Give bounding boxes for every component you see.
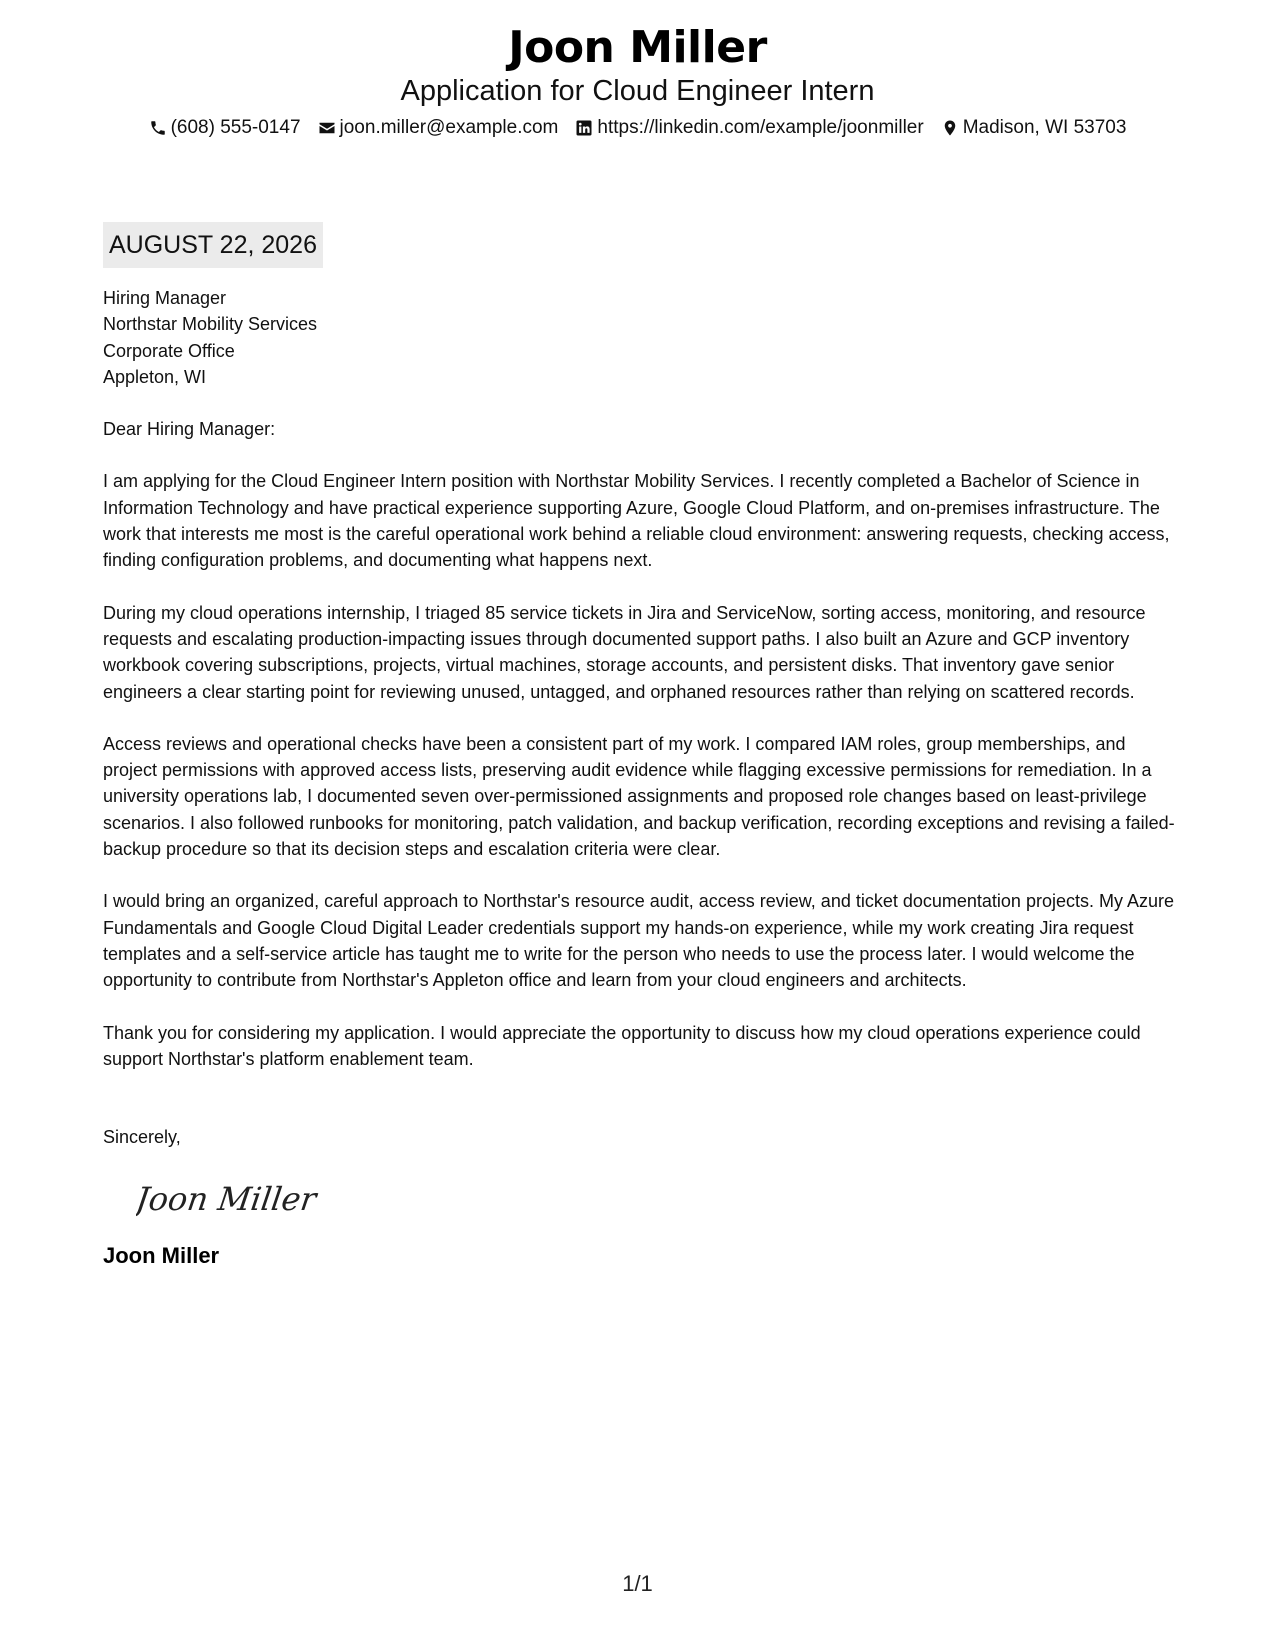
location-text: Madison, WI 53703 (962, 117, 1127, 138)
body-paragraph: Thank you for considering my application. I would appreciate the opportunity to discuss how my cloud operations experience could support Northstar's platform enablement team. (103, 1022, 1141, 1069)
closing: Sincerely, (103, 1127, 181, 1148)
linkedin-icon (575, 119, 593, 137)
applicant-name: Joon Miller (508, 22, 767, 73)
salutation: Dear Hiring Manager: (103, 419, 276, 440)
signature-text: Joon Miller (136, 1180, 319, 1219)
body-paragraph: I am applying for the Cloud Engineer Intern position with Northstar Mobility Services. I recently completed a Bachelor of Science in Information Technology and have practical experience supporting Azure, Google Cloud Platform, and on-premises infrastructure. The work that interests me most is the careful operational work behind a reliable cloud environment: answering requests, checking access, finding configuration problems, and documenting what happens next. (103, 471, 1170, 571)
recipient-block (103, 285, 1178, 390)
body-paragraph: Access reviews and operational checks have been a consistent part of my work. I compared IAM roles, group memberships, and project permissions with approved access lists, preserving audit evidence while flagging excessive permissions for remediation. In a university operations lab, I documented seven over-permissioned assignments and proposed role changes based on least-privilege scenarios. I also followed runbooks for monitoring, patch validation, and backup verification, recording exceptions and revising a failed-backup procedure so that its decision steps and escalation criteria were clear. (103, 733, 1175, 860)
map-pin-icon (941, 119, 959, 137)
letter-header (0, 22, 1275, 140)
linkedin-url[interactable]: https://linkedin.com/example/joonmiller (597, 117, 924, 138)
signed-name: Joon Miller (103, 1242, 220, 1268)
handwritten-signature (136, 1172, 336, 1228)
body-paragraph: I would bring an organized, careful approach to Northstar's resource audit, access review, and ticket documentation projects. My Azure Fundamentals and Google Cloud Digital Leader credentials support my hands-on experience, while my work creating Jira request templates and a self-service article has taught me to write for the person who needs to use the process later. I would welcome the opportunity to contribute from Northstar's Appleton office and learn from your cloud engineers and architects. (103, 891, 1174, 991)
recipient-line: Corporate Office (103, 340, 235, 361)
body-paragraph: During my cloud operations internship, I triaged 85 service tickets in Jira and ServiceNow, sorting access, monitoring, and resource requests and escalating production-impacting issues through documented support paths. I also built an Azure and GCP inventory workbook covering subscriptions, projects, virtual machines, storage accounts, and persistent disks. That inventory gave senior engineers a clear starting point for reviewing unused, untagged, and orphaned resources rather than relying on scattered records. (103, 602, 1146, 702)
email-address[interactable]: joon.miller@example.com (339, 117, 559, 138)
phone-icon (149, 119, 167, 137)
letter-date: AUGUST 22, 2026 (103, 222, 323, 268)
letter-body (103, 222, 1178, 1270)
recipient-line: Northstar Mobility Services (103, 314, 318, 335)
recipient-line: Appleton, WI (103, 366, 207, 387)
contact-phone (149, 116, 301, 140)
contact-bar (0, 116, 1275, 140)
contact-linkedin[interactable] (575, 116, 923, 140)
phone-number: (608) 555-0147 (170, 117, 301, 138)
contact-location (941, 116, 1127, 140)
application-title: Application for Cloud Engineer Intern (400, 75, 875, 107)
envelope-icon (318, 119, 336, 137)
page-number: 1/1 (622, 1571, 653, 1596)
contact-email[interactable] (318, 116, 559, 140)
recipient-line: Hiring Manager (103, 288, 227, 308)
